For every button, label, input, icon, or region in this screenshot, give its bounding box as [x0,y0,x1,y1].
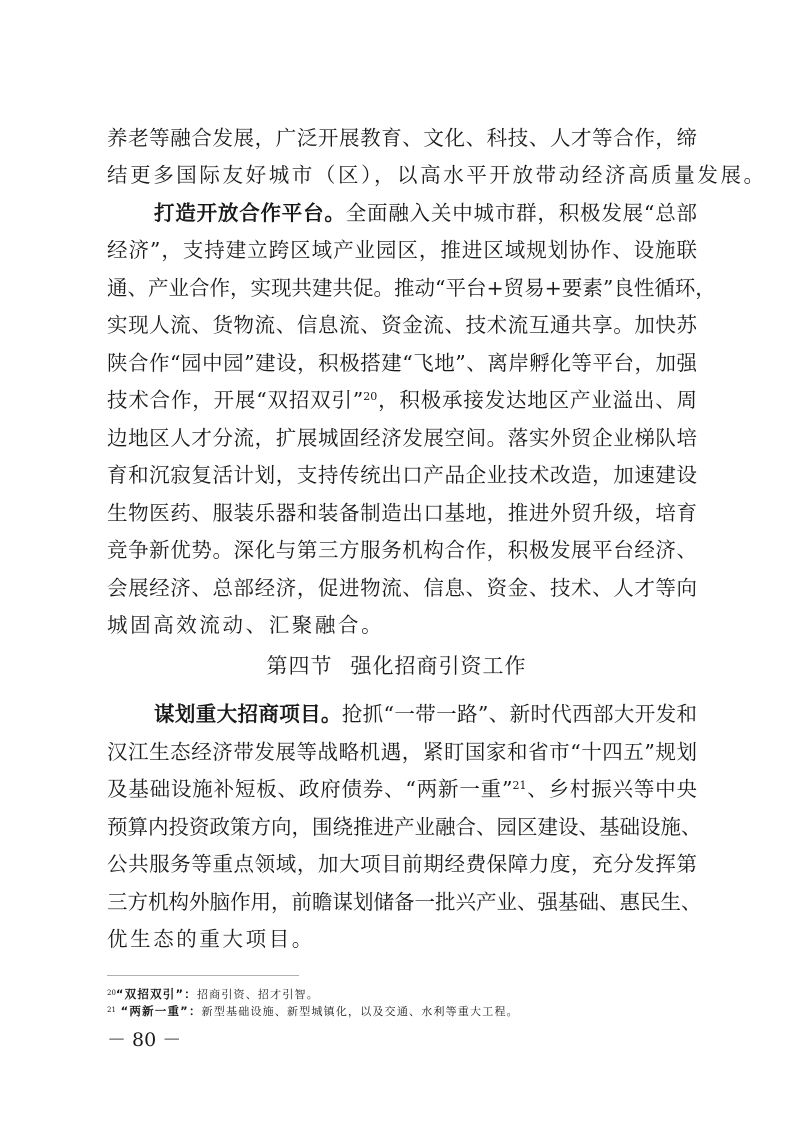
footnote-text: 招商引资、招才引智。 [196,988,319,1001]
paragraph-text: 技术合作，开展“双招双引” [107,388,364,412]
paragraph-lead-heading: 谋划重大招商项目。 [154,702,342,726]
paragraph-line: 公共服务等重点领域，加大项目前期经费保障力度，充分发挥第 [107,852,697,876]
paragraph-line: 会展经济、总部经济，促进物流、信息、资金、技术、人才等向 [107,576,697,600]
paragraph-line: 城固高效流动、汇聚融合。 [107,613,385,637]
paragraph-line [107,774,697,804]
paragraph-line: 结更多国际友好城市（区），以高水平开放带动经济高质量发展。 [107,163,767,187]
paragraph-line: 汉江生态经济带发展等战略机遇，紧盯国家和省市“十四五”规划 [107,740,697,764]
paragraph-line: 养老等融合发展，广泛开展教育、文化、科技、人才等合作，缔 [107,126,697,150]
paragraph-line: 边地区人才分流，扩展城固经济发展空间。落实外贸企业梯队培 [107,426,697,450]
footnote-20 [107,986,319,1002]
section-heading [0,651,793,681]
footnote-divider [107,975,299,976]
page-number: － 80 － [107,1029,182,1051]
paragraph-line: 实现人流、货物流、信息流、资金流、技术流互通共享。加快苏 [107,313,697,337]
paragraph-line: 预算内投资政策方向，围绕推进产业融合、园区建设、基础设施、 [107,815,702,839]
paragraph-line [154,198,697,228]
paragraph-line: 经济”，支持建立跨区域产业园区，推进区域规划协作、设施联 [107,238,697,262]
paragraph-text: 及基础设施补短板、政府债券、“两新一重” [107,777,513,801]
footnote-term: “两新一重”： [120,1004,202,1018]
paragraph-line: 育和沉寂复活计划，支持传统出口产品企业技术改造，加速建设 [107,463,697,487]
paragraph-line: 竞争新优势。深化与第三方服务机构合作，积极发展平台经济、 [107,538,697,562]
paragraph-lead-heading: 打造开放合作平台。 [154,201,346,225]
paragraph-text: 抢抓“一带一路”、新时代西部大开发和 [341,702,698,726]
footnote-number: 20 [107,989,116,997]
footnote-term: “双招双引”： [115,987,197,1001]
footnote-ref-21[interactable]: 21 [512,779,527,792]
paragraph-line: 陕合作“园中园”建设，积极搭建“飞地”、离岸孵化等平台，加强 [107,351,697,375]
footnote-number: 21 [107,1006,116,1014]
paragraph-text: 全面融入关中城市群，积极发展“总部 [345,201,698,225]
paragraph-text: ，积极承接发达地区产业溢出、周 [377,388,698,412]
footnote-ref-20[interactable]: 20 [363,390,378,403]
paragraph-line: 通、产业合作，实现共建共促。推动“平台+贸易+要素”良性循环， [107,276,716,300]
paragraph-line: 三方机构外脑作用，前瞻谋划储备一批兴产业、强基础、惠民生、 [107,890,702,914]
section-title: 强化招商引资工作 [350,654,527,678]
paragraph-text: 、乡村振兴等中央 [526,777,697,801]
paragraph-line [107,385,697,415]
paragraph-line [154,699,697,729]
footnote-text: 新型基础设施、新型城镇化，以及交通、水利等重大工程。 [201,1005,519,1018]
paragraph-line: 生物医药、服装乐器和装备制造出口基地，推进外贸升级，培育 [107,501,697,525]
paragraph-line: 优生态的重大项目。 [107,927,315,951]
footnote-21 [107,1003,519,1019]
section-number: 第四节 [266,654,333,678]
